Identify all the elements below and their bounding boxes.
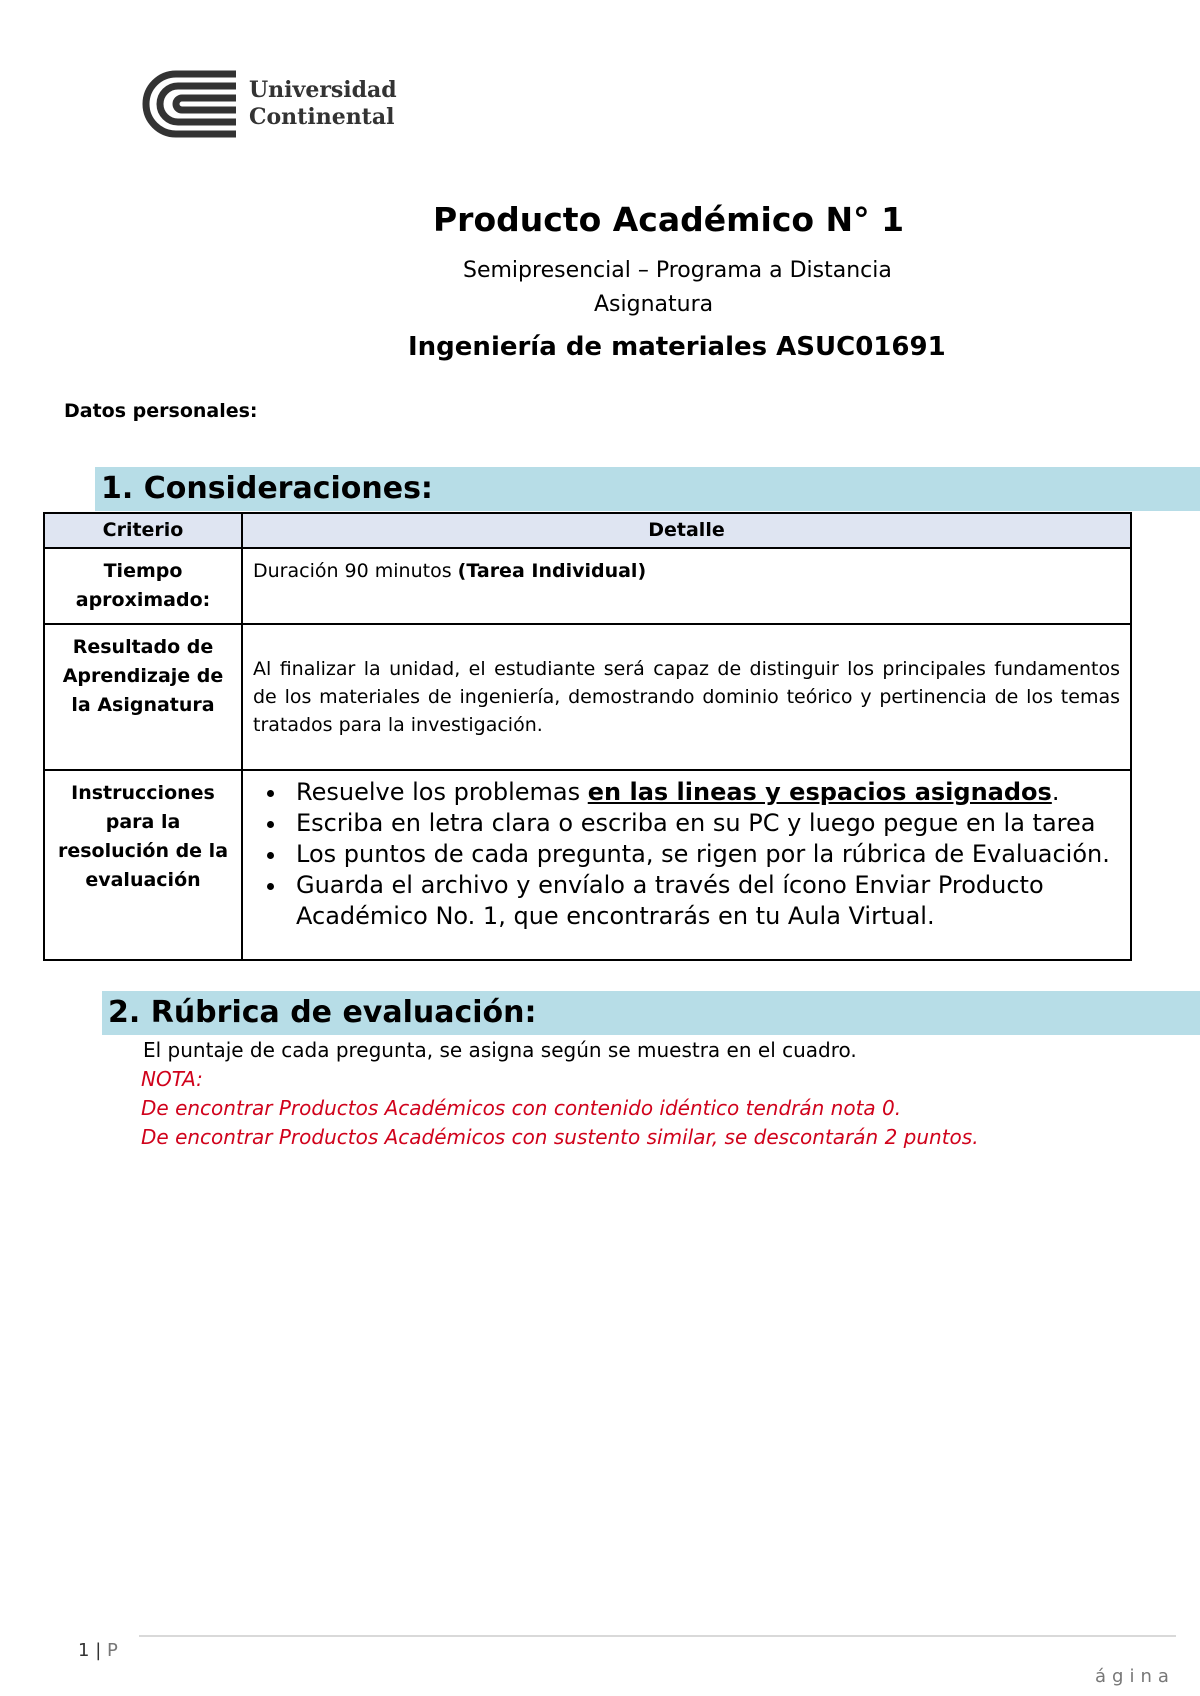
subject-label: Asignatura xyxy=(594,292,714,317)
individual-task-text: (Tarea Individual) xyxy=(457,560,647,582)
logo-line-1: Universidad xyxy=(249,77,397,103)
continental-logo-icon xyxy=(142,70,238,138)
criterion-time: Tiempo aproximado: xyxy=(44,548,242,624)
table-row xyxy=(44,548,1131,624)
criterion-learning-result: Resultado de Aprendizaje de la Asignatura xyxy=(44,624,242,770)
page-number: 1 xyxy=(78,1640,90,1661)
footer-separator: | xyxy=(95,1640,102,1661)
logo-line-2: Continental xyxy=(249,104,395,130)
university-logo xyxy=(142,70,397,140)
duration-text: Duración 90 minutos xyxy=(253,560,458,582)
section-1-title: 1. Consideraciones: xyxy=(101,471,433,506)
instruction-1-text: Resuelve los problemas xyxy=(296,778,588,806)
personal-data-label: Datos personales: xyxy=(64,400,258,422)
footer-divider xyxy=(139,1635,1176,1637)
detail-instructions xyxy=(242,770,1131,960)
nota-line-1: De encontrar Productos Académicos con contenido idéntico tendrán nota 0. xyxy=(141,1096,902,1120)
column-header-criterio: Criterio xyxy=(44,513,242,548)
nota-line-2: De encontrar Productos Académicos con sustento similar, se descontarán 2 puntos. xyxy=(141,1125,979,1149)
section-1-header xyxy=(95,467,1200,511)
modality-subtitle: Semipresencial – Programa a Distancia xyxy=(463,258,892,283)
section-2-title: 2. Rúbrica de evaluación: xyxy=(108,995,537,1030)
learning-result-text: Al finalizar la unidad, el estudiante será capaz de distinguir los principales fundamentos de los materiales de ingeniería, demostrando dominio teórico y pertinencia de los temas tratados para la investigación. xyxy=(253,658,1120,736)
section-2-header xyxy=(102,991,1200,1035)
instructions-list xyxy=(253,777,1120,932)
footer-page-number xyxy=(78,1640,118,1661)
column-header-detalle: Detalle xyxy=(242,513,1131,548)
considerations-table xyxy=(43,512,1132,961)
criterion-instructions: Instrucciones para la resolución de la evaluación xyxy=(44,770,242,960)
table-row xyxy=(44,770,1131,960)
instruction-1-emphasis: en las lineas y espacios asignados xyxy=(587,778,1052,806)
instruction-1-end: . xyxy=(1051,778,1060,806)
nota-label: NOTA: xyxy=(141,1067,203,1091)
page-title: Producto Académico N° 1 xyxy=(433,200,905,239)
list-item: • Escriba en letra clara o escriba en su PC y luego pegue en la tarea xyxy=(288,808,1120,839)
list-item: • Guarda el archivo y envíalo a través del ícono Enviar Producto Académico No. 1, que encontrarás en tu Aula Virtual. xyxy=(288,870,1120,932)
rubric-intro: El puntaje de cada pregunta, se asigna según se muestra en el cuadro. xyxy=(143,1038,857,1062)
list-item xyxy=(288,777,1120,808)
list-item: • Los puntos de cada pregunta, se rigen por la rúbrica de Evaluación. xyxy=(288,839,1120,870)
footer-page-letter: P xyxy=(107,1640,118,1661)
footer-page-word: ágina xyxy=(1095,1666,1175,1687)
table-header-row xyxy=(44,513,1131,548)
detail-learning-result xyxy=(242,624,1131,770)
table-row xyxy=(44,624,1131,770)
detail-time xyxy=(242,548,1131,624)
course-name: Ingeniería de materiales ASUC01691 xyxy=(408,332,946,362)
